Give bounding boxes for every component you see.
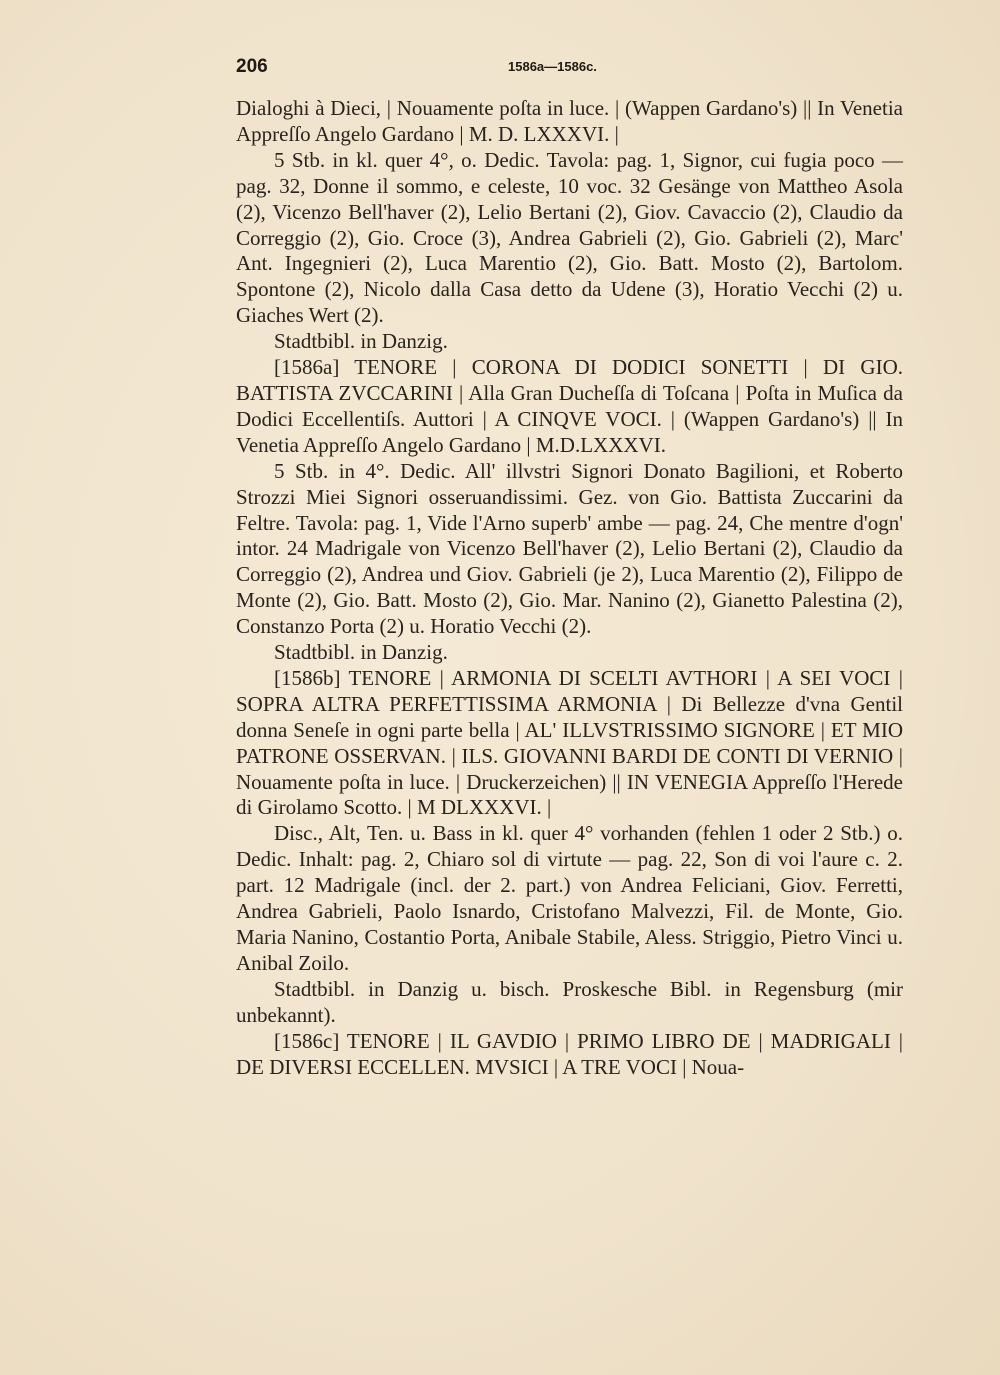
body-text	[236, 96, 903, 1080]
paragraph: 5 Stb. in kl. quer 4°, o. Dedic. Tavola: pag. 1, Signor, cui fugia poco — pag. 32, Donne il sommo, e celeste, 10 voc. 32 Gesänge von Mattheo Asola (2), Vicenzo Bell'haver (2), Lelio Bertani (2), Giov. Cavaccio (2), Claudio da Correggio (2), Gio. Croce (3), Andrea Gabrieli (2), Gio. Gabrieli (2), Marc' Ant. Ingegnieri (2), Luca Marentio (2), Gio. Batt. Mosto (2), Bartolom. Spontone (2), Nicolo dalla Casa detto da Udene (3), Horatio Vecchi (2) u. Giaches Wert (2).	[236, 147, 903, 328]
paragraph: Stadtbibl. in Danzig.	[274, 640, 448, 665]
paragraph: Dialoghi à Dieci, | Nouamente poſta in luce. | (Wappen Gardano's) || In Venetia Appreſſo Angelo Gardano | M. D. LXXXVI. |	[236, 96, 903, 146]
paragraph: [1586b] TENORE | ARMONIA DI SCELTI AVTHORI | A SEI VOCI | SOPRA ALTRA PERFETTISSIMA ARMONIA | Di Bellezze d'vna Gentil donna Seneſe in ogni parte bella | AL' ILLVSTRISSIMO SIGNORE | ET MIO PATRONE OSSERVAN. | ILS. GIOVANNI BARDI DE CONTI DI VERNIO | Nouamente poſta in luce. | Druckerzeichen) || IN VENEGIA Appreſſo l'Herede di Girolamo Scotto. | M DLXXXVI. |	[236, 665, 903, 820]
paragraph: Stadtbibl. in Danzig u. bisch. Proskesche Bibl. in Regensburg (mir unbekannt).	[236, 976, 903, 1027]
paragraph: [1586a] TENORE | CORONA DI DODICI SONETTI | DI GIO. BATTISTA ZVCCARINI | Alla Gran Ducheſſa di Toſcana | Poſta in Muſica da Dodici Eccellentiſs. Auttori | A CINQVE VOCI. | (Wappen Gardano's) || In Venetia Appreſſo Angelo Gardano | M.D.LXXXVI.	[236, 355, 903, 457]
paragraph: [1586c] TENORE | IL GAVDIO | PRIMO LIBRO DE | MADRIGALI | DE DIVERSI ECCELLEN. MVSICI | A TRE VOCI | Noua-	[236, 1028, 903, 1079]
entry-range: 1586a—1586c.	[508, 59, 597, 74]
paragraph: Disc., Alt, Ten. u. Bass in kl. quer 4° vorhanden (fehlen 1 oder 2 Stb.) o. Dedic. Inhalt: pag. 2, Chiaro sol di virtute — pag. 22, Son di voi l'aure c. 2. part. 12 Madrigale (incl. der 2. part.) von Andrea Feliciani, Giov. Ferretti, Andrea Gabrieli, Paolo Isnardo, Cristofano Malvezzi, Fil. de Monte, Gio. Maria Nanino, Costantio Porta, Anibale Stabile, Aless. Striggio, Pietro Vinci u. Anibal Zoilo.	[236, 821, 903, 975]
running-header	[236, 56, 906, 90]
paragraph: Stadtbibl. in Danzig.	[274, 329, 448, 354]
page-number: 206	[236, 56, 268, 77]
paragraph: 5 Stb. in 4°. Dedic. All' illvstri Signori Donato Bagilioni, et Roberto Strozzi Miei Signori osseruandissimi. Gez. von Gio. Battista Zuccarini da Feltre. Tavola: pag. 1, Vide l'Arno superb' ambe — pag. 24, Che mentre d'ogn' intor. 24 Madrigale von Vicenzo Bell'haver (2), Lelio Bertani (2), Claudio da Correggio (2), Andrea und Giov. Gabrieli (je 2), Luca Marentio (2), Filippo de Monte (2), Gio. Batt. Mosto (2), Gio. Mar. Nanino (2), Gianetto Palestina (2), Constanzo Porta (2) u. Horatio Vecchi (2).	[236, 458, 903, 639]
